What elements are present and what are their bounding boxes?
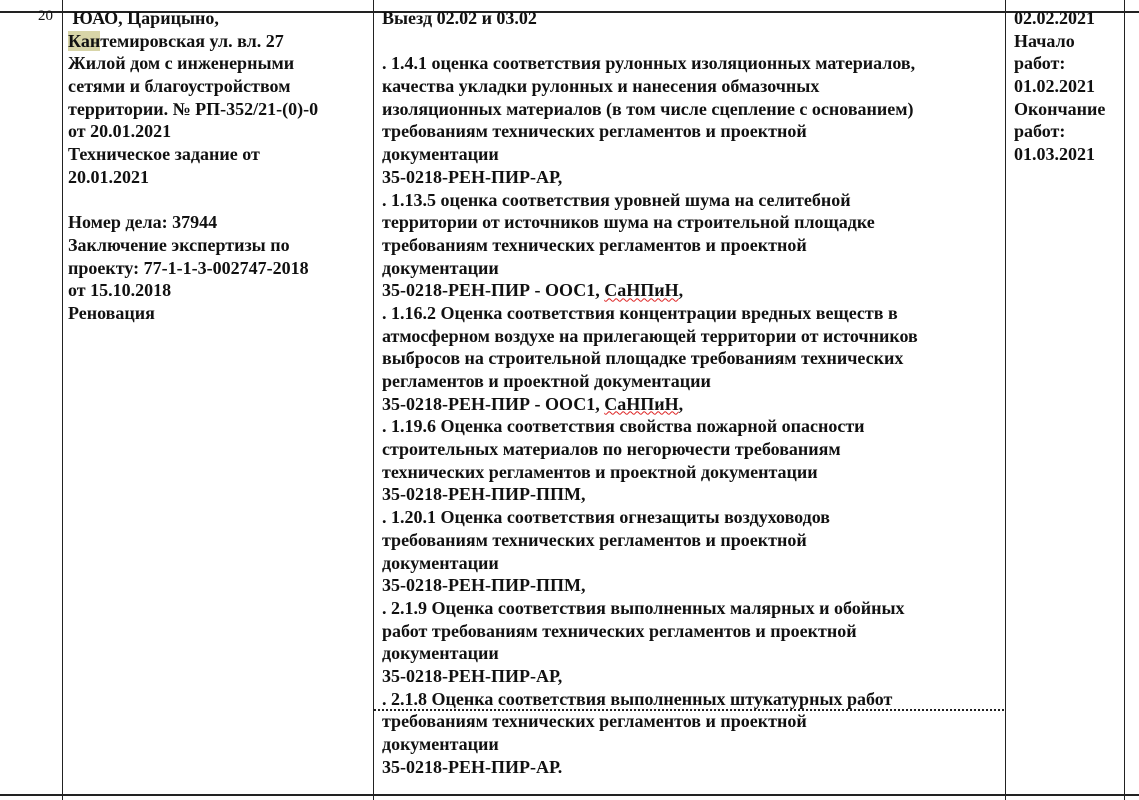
works-line: требованиям технических регламентов и проектной [382,529,807,550]
date-line: Окончание [1014,98,1106,119]
object-line: от 20.01.2021 [68,121,172,142]
works-cell [382,7,1004,778]
object-line: Номер дела: 37944 [68,212,218,233]
object-text: темировская ул. вл. 27 [100,30,284,51]
spellcheck-word: СаНПиН [604,280,679,301]
code-text: 35-0218-РЕН-ПИР - ООС1, [382,280,605,301]
works-line: технических регламентов и проектной документации [382,461,818,482]
column-divider [1124,0,1125,800]
works-line: требованиям технических регламентов и проектной [382,234,807,255]
dates-cell [1014,7,1105,166]
blank-line [382,30,1004,53]
works-line: . 1.16.2 Оценка соответствия концентрации вредных веществ в [382,302,898,323]
object-line: 20.01.2021 [68,166,149,187]
works-line: документации [382,257,499,278]
object-line: от 15.10.2018 [68,280,172,301]
search-highlight: Кан [68,30,101,51]
works-title: Выезд 02.02 и 03.02 [382,8,537,28]
works-line: качества укладки рулонных и нанесения обмазочных [382,76,820,97]
row-number: 20 [38,8,53,24]
column-divider [1005,0,1006,800]
works-line: 35-0218-РЕН-ПИР-АР. [382,756,563,777]
tracked-change-line: . 2.1.8 Оценка соответствия выполненных штукатурных работ [374,689,1004,711]
date-line: Начало [1014,30,1075,51]
works-line: . 2.1.9 Оценка соответствия выполненных малярных и обойных [382,597,905,618]
works-line: документации [382,734,499,754]
works-line: . 1.4.1 оценка соответствия рулонных изоляционных материалов, [382,53,916,74]
column-divider [62,0,63,800]
date-line: работ: [1014,121,1066,142]
works-line: регламентов и проектной документации [382,371,711,391]
object-cell [68,7,318,325]
object-line [68,30,318,53]
works-code-line [382,279,1004,302]
works-line: 35-0218-РЕН-ПИР-ППМ, [382,575,586,596]
works-line: . 1.20.1 Оценка соответствия огнезащиты воздуховодов [382,507,831,528]
works-line: требованиям технических регламентов и проектной [382,121,807,142]
works-line-dotted [374,688,1004,711]
works-line: 35-0218-РЕН-ПИР-ППМ, [382,484,586,505]
object-line: ЮАО, Царицыно, [68,8,219,28]
object-line: проекту: 77-1-1-3-002747-2018 [68,257,309,278]
code-text: , [678,280,684,301]
works-line: . 1.19.6 Оценка соответствия свойства пожарной опасности [382,416,865,437]
object-line: территории. № РП-352/21-(0)-0 [68,98,319,119]
date-line: 01.02.2021 [1014,76,1095,97]
object-line: Заключение экспертизы по [68,234,290,255]
object-line: сетями и благоустройством [68,76,291,97]
table-bottom-border [0,794,1139,796]
works-line: работ требованиям технических регламентов и проектной [382,620,857,641]
object-line: Реновация [68,302,155,323]
works-line: 35-0218-РЕН-ПИР-АР, [382,665,563,686]
object-line: Техническое задание от [68,144,260,165]
date-line: работ: [1014,53,1066,74]
works-line: атмосферном воздухе на прилегающей территории от источников [382,325,918,346]
works-line: документации [382,552,499,573]
object-line: Жилой дом с инженерными [68,53,295,74]
object-line [68,189,318,212]
works-line: изоляционных материалов (в том числе сцепление с основанием) [382,98,914,119]
works-line: документации [382,643,499,664]
works-line: выбросов на строительной площадке требованиям технических [382,348,904,369]
works-line: строительных материалов по негорючести требованиям [382,439,841,460]
works-line: территории от источников шума на строительной площадке [382,212,875,233]
works-line: 35-0218-РЕН-ПИР-АР, [382,166,563,187]
code-text: , [678,393,684,414]
works-code-line [382,393,1004,416]
spellcheck-word: СаНПиН [604,393,679,414]
date-line: 02.02.2021 [1014,8,1095,28]
date-line: 01.03.2021 [1014,144,1095,165]
column-divider [373,0,374,800]
code-text: 35-0218-РЕН-ПИР - ООС1, [382,393,605,414]
works-line: . 1.13.5 оценка соответствия уровней шума на селитебной [382,189,851,210]
works-line: требованиям технических регламентов и проектной [382,711,807,732]
works-line: документации [382,144,499,165]
